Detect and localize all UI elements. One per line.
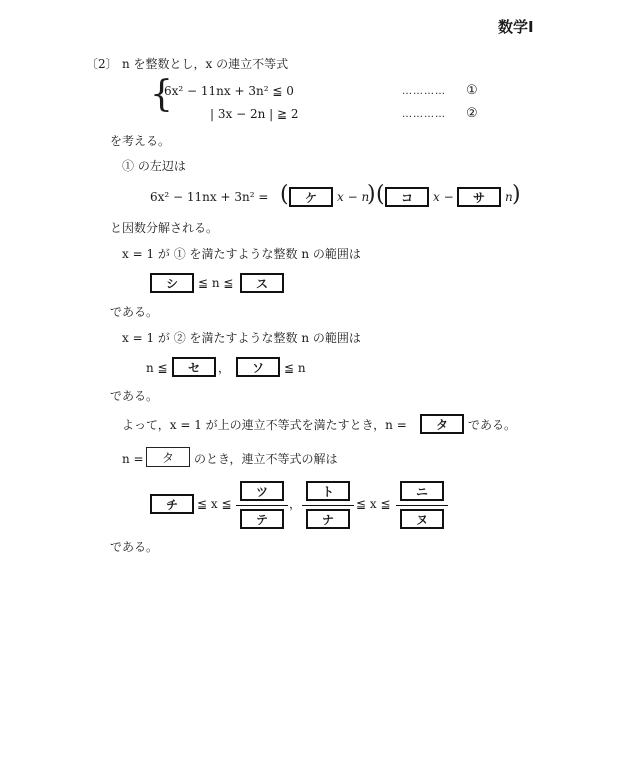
sol-le-x-le-2: ≦ x ≦	[356, 497, 391, 511]
problem-number: 〔2〕	[86, 57, 118, 71]
answer-box-so[interactable]: ソ	[236, 357, 280, 377]
subject-title: 数学Ⅰ	[498, 18, 534, 36]
fraction-line-1	[236, 505, 288, 506]
sol-comma: ，	[289, 497, 302, 511]
answer-box-ta-ref: タ	[146, 447, 190, 467]
answer-box-ke[interactable]: ケ	[289, 187, 333, 207]
paren-open-1: (	[280, 182, 289, 207]
paren-open-2: (	[376, 182, 385, 207]
factor-lhs: 6x² − 11nx + 3n² =	[150, 190, 269, 204]
q2-text: x = 1 が ② を満たすような整数 n の範囲は	[122, 331, 361, 345]
answer-box-shi[interactable]: シ	[150, 273, 194, 293]
label-circle-2: ②	[466, 106, 478, 121]
answer-box-su[interactable]: ス	[240, 273, 284, 293]
left-brace: {	[150, 74, 173, 115]
answer-box-nu[interactable]: ヌ	[400, 509, 444, 529]
dots-1: …………	[402, 86, 446, 97]
factor-x-minus: x −	[433, 190, 454, 204]
q3-post: である。	[468, 418, 517, 432]
inequality-1: 6x² − 11nx + 3n² ≦ 0	[164, 84, 294, 98]
q4-pre: n =	[122, 452, 144, 466]
label-circle-1: ①	[466, 83, 478, 98]
inequality-2: | 3x − 2n | ≧ 2	[210, 107, 299, 121]
answer-box-ko[interactable]: コ	[385, 187, 429, 207]
paren-close-1: )	[367, 182, 376, 207]
q1-le-n-le: ≦ n ≦	[198, 276, 234, 290]
factored-note: と因数分解される。	[110, 221, 219, 235]
answer-box-te[interactable]: テ	[240, 509, 284, 529]
q2-le-n: ≦ n	[284, 361, 306, 375]
answer-box-sa[interactable]: サ	[457, 187, 501, 207]
problem-intro: n を整数とし，x の連立不等式	[122, 57, 289, 71]
consider-text: を考える。	[110, 134, 171, 148]
answer-box-ni[interactable]: ニ	[400, 481, 444, 501]
answer-box-se[interactable]: セ	[172, 357, 216, 377]
dearu-1: である。	[110, 305, 159, 319]
fraction-line-2	[302, 505, 354, 506]
q4-post: のとき，連立不等式の解は	[194, 452, 338, 466]
factor-x-minus-n: x − n	[337, 190, 370, 204]
q2-comma: ，	[218, 361, 231, 375]
answer-box-tsu[interactable]: ツ	[240, 481, 284, 501]
q2-n-le: n ≦	[146, 361, 168, 375]
answer-box-chi[interactable]: チ	[150, 494, 194, 514]
dearu-3: である。	[110, 540, 159, 554]
dots-2: …………	[402, 109, 446, 120]
sol-le-x-le-1: ≦ x ≦	[197, 497, 232, 511]
factor-n: n	[505, 190, 513, 204]
answer-box-ta[interactable]: タ	[420, 414, 464, 434]
q1-text: x = 1 が ① を満たすような整数 n の範囲は	[122, 247, 361, 261]
answer-box-na[interactable]: ナ	[306, 509, 350, 529]
paren-close-2: )	[512, 182, 521, 207]
q3-text: よって，x = 1 が上の連立不等式を満たすとき，n =	[122, 418, 407, 432]
dearu-2: である。	[110, 389, 159, 403]
left-side-heading: ① の左辺は	[122, 159, 186, 173]
fraction-line-3	[396, 505, 448, 506]
answer-box-to[interactable]: ト	[306, 481, 350, 501]
